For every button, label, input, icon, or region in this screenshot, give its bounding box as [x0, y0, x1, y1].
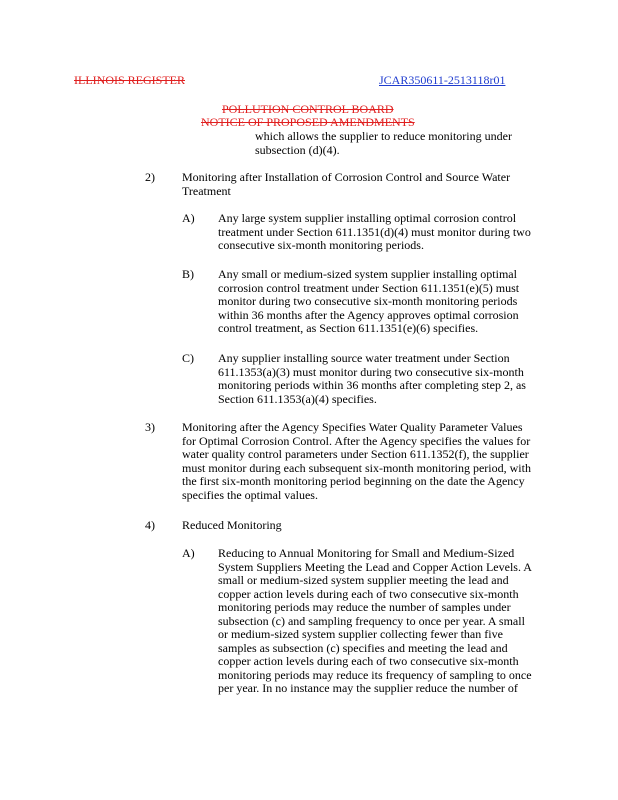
- text-line: for Optimal Corrosion Control. After the Agency specifies the values for: [182, 433, 531, 448]
- text-line: within 36 months after the Agency approves optimal corrosion: [218, 307, 519, 322]
- text-line: which allows the supplier to reduce monitoring under: [255, 129, 512, 143]
- text-line: must monitor during each subsequent six-month monitoring period, with: [182, 460, 531, 475]
- jcar-code[interactable]: JCAR350611-2513118r01: [379, 73, 506, 87]
- text-line: water quality control parameters under Section 611.1352(f), the supplier: [182, 447, 529, 461]
- item-2c-label: C): [182, 351, 194, 365]
- item-4-number: 4): [145, 518, 155, 532]
- text-line: subsection (c) and sampling frequency to once per year. A small: [218, 613, 525, 628]
- text-line: Any supplier installing source water treatment under Section: [218, 351, 510, 365]
- item-4a-text: [218, 547, 598, 696]
- item-3-text: [182, 421, 602, 502]
- item-2-heading: [182, 171, 592, 198]
- text-line: small or medium-sized system supplier meeting the lead and: [218, 573, 509, 587]
- text-line: the first six-month monitoring period beginning on the date the Agency: [182, 474, 525, 488]
- item-3-number: 3): [145, 420, 155, 434]
- item-2a-text: [218, 212, 593, 253]
- text-line: control treatment, as Section 611.1351(e)(6) specifies.: [218, 321, 479, 335]
- text-line: consecutive six-month monitoring periods.: [218, 238, 424, 252]
- text-line: samples as subsection (c) specifies and meeting the lead and: [218, 640, 508, 655]
- text-line: copper action levels during each of two consecutive six-month: [218, 654, 519, 668]
- text-line: treatment under Section 611.1351(d)(4) must monitor during two: [218, 224, 531, 239]
- item-2a-label: A): [182, 211, 195, 225]
- text-line: specifies the optimal values.: [182, 487, 318, 502]
- text-line: subsection (d)(4).: [255, 142, 340, 157]
- text-line: copper action levels during each of two consecutive six-month: [218, 586, 519, 601]
- item-2-number: 2): [145, 170, 155, 184]
- text-line: Any small or medium-sized system supplier installing optimal: [218, 267, 517, 281]
- item-2c-text: [218, 352, 593, 406]
- text-line: Any large system supplier installing optimal corrosion control: [218, 211, 517, 225]
- item-4a-label: A): [182, 546, 195, 560]
- text-line: corrosion control treatment under Section 611.1351(e)(5) must: [218, 280, 520, 295]
- register-title: ILLINOIS REGISTER: [74, 73, 185, 87]
- text-line: per year. In no instance may the supplier reduce the number of: [218, 681, 518, 695]
- text-line: monitoring periods may reduce its frequency of sampling to once: [218, 667, 532, 682]
- board-title: POLLUTION CONTROL BOARD: [222, 102, 394, 116]
- text-line: Reducing to Annual Monitoring for Small and Medium-Sized: [218, 546, 515, 560]
- text-line: monitor during two consecutive six-month monitoring periods: [218, 294, 518, 308]
- text-line: 611.1353(a)(3) must monitor during two consecutive six-month: [218, 364, 524, 379]
- text-line: Monitoring after Installation of Corrosion Control and Source Water: [182, 170, 511, 184]
- text-line: Section 611.1353(a)(4) specifies.: [218, 391, 377, 406]
- item-2b-text: [218, 268, 593, 336]
- text-line: System Suppliers Meeting the Lead and Copper Action Levels. A: [218, 559, 532, 574]
- item-4-title: Reduced Monitoring: [182, 518, 282, 532]
- text-line: or medium-sized system supplier collecting fewer than five: [218, 627, 503, 641]
- item-2b-label: B): [182, 267, 194, 281]
- text-line: Treatment: [182, 183, 231, 198]
- continuation-text: [255, 130, 600, 157]
- text-line: monitoring periods within 36 months after completing step 2, as: [218, 378, 526, 392]
- text-line: monitoring periods may reduce the number of samples under: [218, 600, 511, 614]
- notice-title: NOTICE OF PROPOSED AMENDMENTS: [201, 115, 415, 129]
- text-line: Monitoring after the Agency Specifies Water Quality Parameter Values: [182, 420, 523, 434]
